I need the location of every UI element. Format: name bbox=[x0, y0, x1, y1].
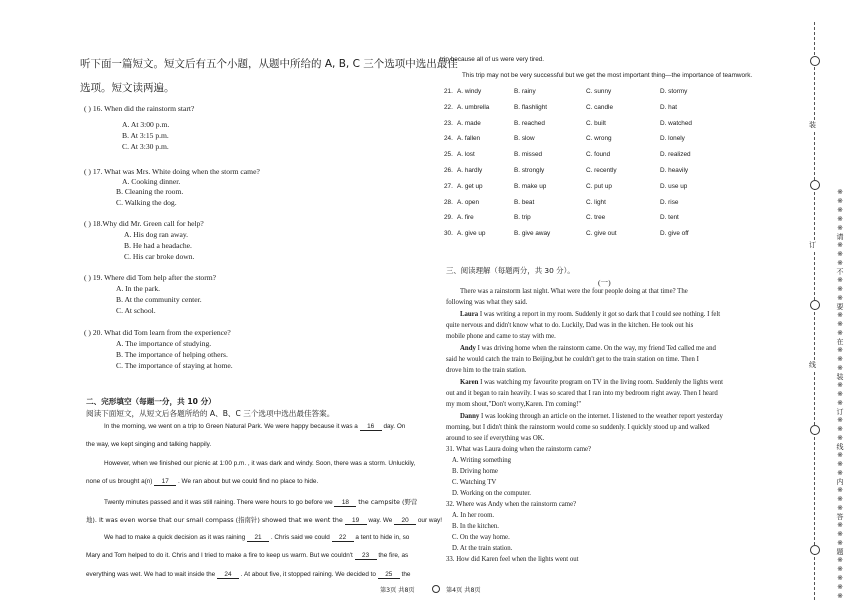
cloze-option-b: B. beat bbox=[514, 198, 535, 206]
listening-intro-line2: 选项。短文读两遍。 bbox=[80, 82, 175, 94]
cloze-option-d: D. use up bbox=[660, 182, 688, 190]
cloze-option-c: C. built bbox=[586, 119, 606, 127]
question-stem: ( ) 17. What was Mrs. White doing when the storm came? bbox=[84, 167, 260, 176]
blank-25: 25 bbox=[378, 571, 400, 579]
text: We had to make a quick decision as it was raining bbox=[104, 534, 246, 541]
no-answer-warning: ※※※※※请※※※不※※※要※※※在※※※装※※※订※※※线※※※内※※※答※※※题※※※※※ bbox=[836, 188, 844, 601]
option: A. Cooking dinner. bbox=[122, 177, 181, 186]
text: the campsite (野营 bbox=[358, 498, 418, 506]
binding-hole bbox=[810, 545, 820, 555]
text: none of us brought a(n) bbox=[86, 478, 153, 485]
circle-mark bbox=[432, 585, 440, 593]
cloze-line-3: However, when we finished our picnic at 1:00 p.m. , it was dark and windy. Soon, there was a storm. Unluckily, bbox=[104, 460, 416, 467]
option: B. The importance of helping others. bbox=[116, 350, 228, 359]
reading-laura-1 bbox=[460, 311, 720, 318]
cloze-option-d: D. hat bbox=[660, 103, 678, 111]
blank-17: 17 bbox=[154, 478, 176, 486]
text: . Chris said we could bbox=[270, 534, 330, 541]
cloze-option-b: B. trip bbox=[514, 214, 531, 222]
option: A. His dog ran away. bbox=[124, 230, 189, 239]
speaker-name: Laura bbox=[460, 311, 479, 318]
blank-24: 24 bbox=[217, 571, 239, 579]
option: C. On the way home. bbox=[452, 534, 510, 541]
binding-line bbox=[814, 22, 815, 600]
speaker-name: Karen bbox=[460, 379, 479, 386]
seal-char-ding: 订 bbox=[809, 241, 816, 249]
cloze-option-d: D. rise bbox=[660, 198, 679, 206]
option: B. In the kitchen. bbox=[452, 523, 500, 530]
option: C. Walking the dog. bbox=[116, 198, 177, 207]
option-row-number: 30. bbox=[444, 230, 453, 238]
option: B. Cleaning the room. bbox=[116, 187, 184, 196]
binding-hole bbox=[810, 180, 820, 190]
cloze-option-a: A. windy bbox=[457, 88, 482, 95]
cloze-line-8 bbox=[86, 552, 408, 560]
speaker-name: Andy bbox=[460, 345, 476, 352]
cloze-option-c: C. recently bbox=[586, 167, 617, 174]
cloze-line-5 bbox=[104, 497, 417, 507]
option: A. In the park. bbox=[116, 284, 161, 293]
option: A. In her room. bbox=[452, 512, 495, 519]
option: A. The importance of studying. bbox=[116, 339, 212, 348]
option: C. At 3:30 p.m. bbox=[122, 142, 169, 151]
reading-line: around to see if everything was OK. bbox=[446, 435, 545, 442]
cloze-option-b: B. rainy bbox=[514, 88, 536, 95]
blank-20: 20 bbox=[394, 517, 416, 525]
question-32: 32. Where was Andy when the rainstorm came? bbox=[446, 501, 577, 508]
option: A. Writing something bbox=[452, 457, 512, 464]
listening-intro-line1: 听下面一篇短文。短文后有五个小题，从题中所给的 A, B, C 三个选项中选出最佳 bbox=[80, 58, 458, 70]
text: I was watching my favourite program on TV in the living room. Suddenly the lights went bbox=[478, 379, 723, 386]
question-31: 31. What was Laura doing when the rainstorm came? bbox=[446, 446, 592, 453]
cloze-option-d: D. watched bbox=[660, 119, 692, 127]
blank-21: 21 bbox=[247, 534, 269, 542]
speaker-name: Danny bbox=[460, 413, 480, 420]
cloze-option-b: B. strongly bbox=[514, 167, 545, 174]
cloze-option-c: C. wrong bbox=[586, 135, 612, 143]
question-stem: ( ) 20. What did Tom learn from the experience? bbox=[84, 328, 231, 337]
cloze-option-b: B. slow bbox=[514, 135, 535, 143]
cloze-option-b: B. reached bbox=[514, 119, 545, 127]
text: way. We bbox=[368, 517, 393, 524]
text: I was writing a report in my room. Suddenly it got so dark that I could see nothing. I felt bbox=[478, 311, 721, 318]
cloze-line-9 bbox=[86, 571, 410, 579]
option-row-number: 26. bbox=[444, 167, 453, 174]
cloze-option-c: C. put up bbox=[586, 182, 612, 190]
cloze-heading: 二、完形填空（每题一分，共 10 分） bbox=[86, 397, 216, 406]
cloze-option-d: D. realized bbox=[660, 151, 691, 159]
cloze-option-c: C. give out bbox=[586, 230, 617, 238]
reading-line: drove him to the train station. bbox=[446, 367, 527, 374]
option-row-number: 28. bbox=[444, 198, 453, 206]
question-stem: ( ) 16. When did the rainstorm start? bbox=[84, 104, 195, 113]
cloze-option-c: C. candle bbox=[586, 103, 613, 111]
text: I was looking through an article on the internet. I listened to the weather report yesterday bbox=[479, 413, 723, 420]
cloze-option-d: D. heavily bbox=[660, 167, 689, 174]
option-row-number: 21. bbox=[444, 88, 453, 95]
cloze-option-c: C. sunny bbox=[586, 88, 612, 95]
option: C. The importance of staying at home. bbox=[116, 361, 233, 370]
page-number-left: 第3页 共8页 bbox=[380, 587, 415, 594]
text: . We ran about but we could find no place to hide. bbox=[178, 478, 319, 485]
cloze-option-d: D. stormy bbox=[660, 88, 688, 95]
blank-18: 18 bbox=[334, 499, 356, 507]
cloze-option-a: A. give up bbox=[457, 230, 486, 238]
option-row-number: 23. bbox=[444, 119, 453, 127]
option-row-number: 29. bbox=[444, 214, 453, 222]
cloze-option-b: B. missed bbox=[514, 151, 543, 159]
option: C. Watching TV bbox=[452, 479, 497, 486]
cloze-option-a: A. umbrella bbox=[457, 103, 490, 111]
reading-danny-1 bbox=[460, 413, 723, 420]
cloze-option-b: B. give away bbox=[514, 230, 551, 238]
reading-line: my mom shout,"Don't worry,Karen. I'm coming!" bbox=[446, 401, 582, 408]
text: I was driving home when the rainstorm came. On the way, my friend Ted called me and bbox=[475, 345, 716, 352]
option: B. At 3:15 p.m. bbox=[122, 131, 169, 140]
cloze-option-a: A. lost bbox=[457, 151, 475, 159]
text: everything was wet. We had to wait inside the bbox=[86, 571, 216, 578]
option-row-number: 27. bbox=[444, 182, 453, 190]
option: D. Working on the computer. bbox=[452, 490, 531, 497]
reading-andy-1 bbox=[460, 345, 716, 352]
binding-hole bbox=[810, 56, 820, 66]
cloze-option-c: C. found bbox=[586, 151, 611, 159]
seal-char-xian: 线 bbox=[809, 361, 816, 369]
reading-line: mobile phone and came to stay with me. bbox=[446, 333, 556, 340]
cloze-option-d: D. lonely bbox=[660, 135, 685, 143]
text: the bbox=[401, 571, 411, 578]
cloze-line-4 bbox=[86, 478, 318, 486]
cloze-option-a: A. fire bbox=[457, 214, 474, 222]
question-stem: ( ) 19. Where did Tom help after the storm? bbox=[84, 273, 217, 282]
seal-char-zhuang: 装 bbox=[809, 121, 816, 129]
text: Mary and Tom helped to do it. Chris and I tried to make a fire to keep us warm. But we couldn't bbox=[86, 552, 353, 559]
cloze-option-a: A. open bbox=[457, 198, 480, 206]
binding-hole bbox=[810, 425, 820, 435]
reading-line: out and it began to rain heavily. I was so scared that I ran into my bedroom right away. Then I heard bbox=[446, 390, 718, 397]
text: a tent to hide in, so bbox=[355, 534, 410, 541]
reading-line: morning, but I didn't think the rainstorm would come so suddenly. I quickly stood up and walked bbox=[446, 424, 710, 431]
question-stem: ( ) 18.Why did Mr. Green call for help? bbox=[84, 219, 204, 228]
blank-22: 22 bbox=[332, 534, 354, 542]
reading-karen-1 bbox=[460, 379, 723, 386]
text: our way! bbox=[417, 517, 443, 524]
cloze-line-6 bbox=[86, 515, 442, 525]
option: A. At 3:00 p.m. bbox=[122, 120, 170, 129]
reading-part-number: (一) bbox=[598, 278, 611, 287]
cloze-option-a: A. fallen bbox=[457, 135, 481, 143]
page-number-right: 第4页 共8页 bbox=[446, 587, 481, 594]
text: 地). It was even worse that our small compass (指南针) showed that we went the bbox=[86, 516, 343, 524]
reading-line: following was what they said. bbox=[446, 299, 528, 306]
cloze-option-b: B. make up bbox=[514, 182, 547, 190]
cloze-line-11: This trip may not be very successful but we get the most important thing—the importance of teamwork. bbox=[462, 72, 753, 79]
cloze-line-10: trip because all of us were very tired. bbox=[440, 56, 545, 63]
cloze-option-c: C. light bbox=[586, 198, 606, 206]
cloze-line-2: the way, we kept singing and talking happily. bbox=[86, 441, 212, 448]
option-row-number: 22. bbox=[444, 103, 453, 111]
cloze-option-d: D. give off bbox=[660, 230, 689, 238]
option: C. His car broke down. bbox=[124, 252, 195, 261]
blank-23: 23 bbox=[355, 552, 377, 560]
cloze-option-d: D. tent bbox=[660, 214, 679, 222]
text: day. On bbox=[383, 423, 406, 430]
option: B. Driving home bbox=[452, 468, 498, 475]
reading-line: There was a rainstorm last night. What were the four people doing at that time? The bbox=[460, 288, 688, 295]
question-33: 33. How did Karen feel when the lights went out bbox=[446, 556, 579, 563]
option: B. He had a headache. bbox=[124, 241, 192, 250]
cloze-instruction: 阅读下面短文，从短文后各题所给的 A、B、C 三个选项中选出最佳答案。 bbox=[86, 409, 335, 418]
text: Twenty minutes passed and it was still raining. There were hours to go before we bbox=[104, 499, 333, 506]
option: B. At the community center. bbox=[116, 295, 202, 304]
cloze-line-7 bbox=[104, 534, 409, 542]
cloze-option-a: A. get up bbox=[457, 182, 483, 190]
blank-16: 16 bbox=[360, 423, 382, 431]
text: . At about five, it stopped raining. We decided to bbox=[240, 571, 376, 578]
option-row-number: 25. bbox=[444, 151, 453, 159]
blank-19: 19 bbox=[345, 517, 367, 525]
reading-heading: 三、阅读理解（每题两分，共 30 分）。 bbox=[446, 266, 575, 275]
option: C. At school. bbox=[116, 306, 156, 315]
cloze-option-a: A. made bbox=[457, 119, 481, 127]
text: the fire, as bbox=[378, 552, 409, 559]
reading-line: said he would catch the train to Beijing,but he couldn't get to the train station on time. Then I bbox=[446, 356, 699, 363]
option: D. At the train station. bbox=[452, 545, 513, 552]
cloze-option-c: C. tree bbox=[586, 214, 606, 222]
cloze-option-b: B. flashlight bbox=[514, 103, 548, 111]
cloze-line-1 bbox=[104, 423, 405, 431]
option-row-number: 24. bbox=[444, 135, 453, 143]
cloze-option-a: A. hardly bbox=[457, 167, 483, 174]
binding-hole bbox=[810, 300, 820, 310]
text: In the morning, we went on a trip to Green Natural Park. We were happy because it was a bbox=[104, 423, 358, 430]
reading-line: quite nervous and didn't know what to do. Luckily, Dad was in the kitchen. He took out his bbox=[446, 322, 694, 329]
